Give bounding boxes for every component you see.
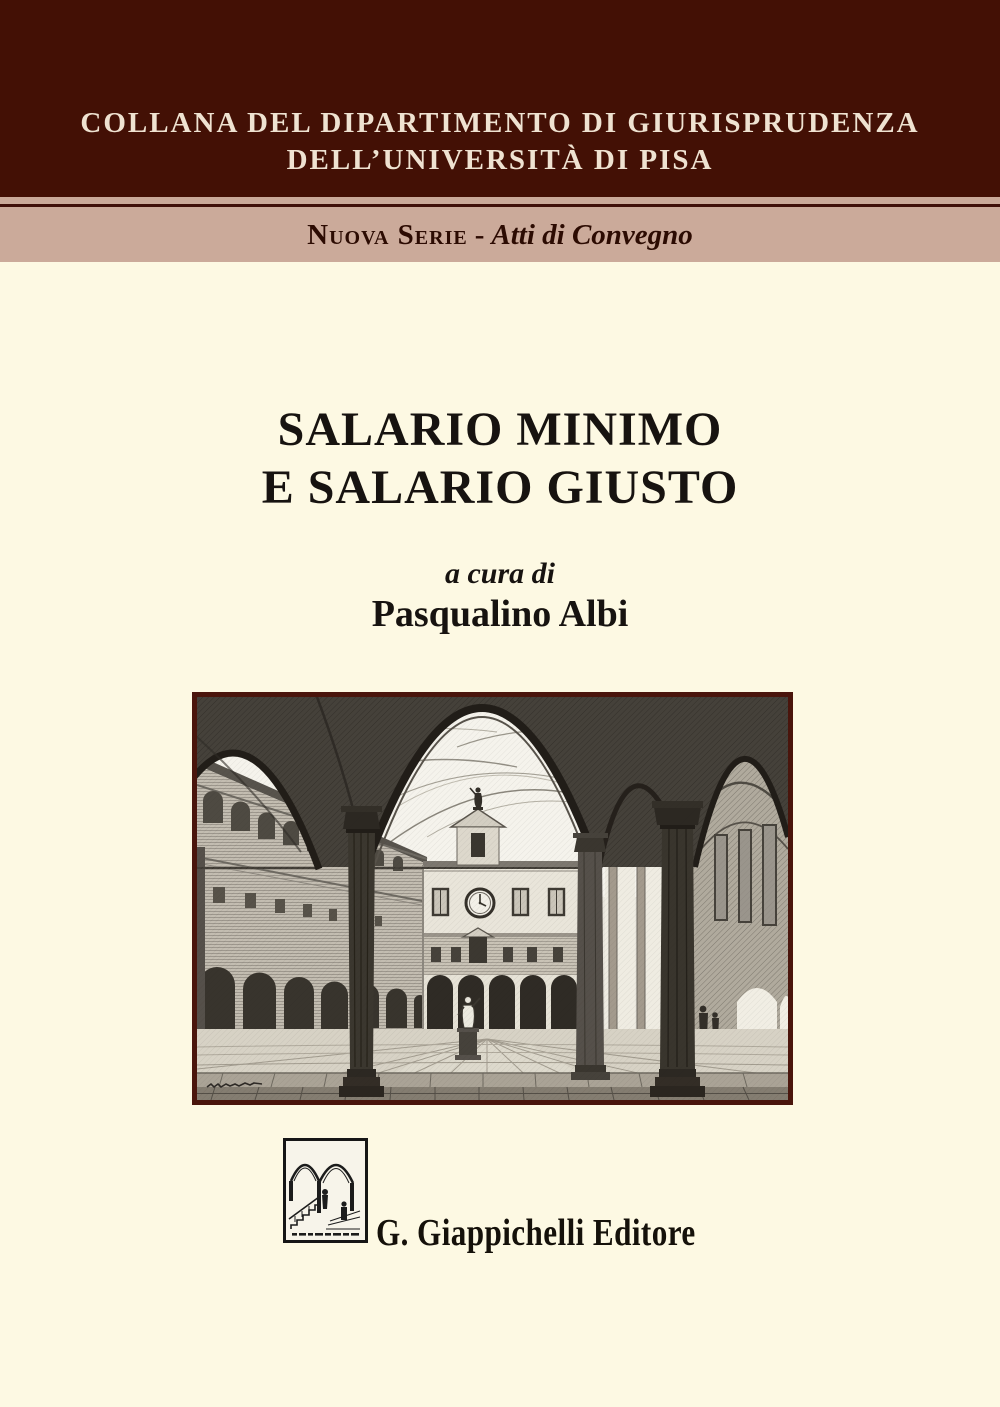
series-type-band: [0, 197, 1000, 262]
series-header-line1: COLLANA DEL DIPARTIMENTO DI GIURISPRUDENZA: [80, 107, 920, 139]
courtyard-engraving-illustration: [197, 697, 788, 1100]
book-title-line1: SALARIO MINIMO: [277, 403, 723, 456]
publisher-logo-engraving: [286, 1141, 365, 1240]
publisher-name: G. Giappichelli Editore: [376, 1212, 696, 1254]
editor-name: Pasqualino Albi: [371, 593, 629, 635]
curatorship-label: a cura di: [444, 557, 555, 590]
series-separator: -: [474, 219, 485, 251]
series-header-band: [0, 0, 1000, 197]
cover-illustration-frame: [192, 692, 793, 1105]
book-title-line2: E SALARIO GIUSTO: [261, 461, 739, 514]
series-type-text: [0, 218, 1000, 252]
series-type: Atti di Convegno: [491, 219, 693, 251]
publisher-logo: [283, 1138, 368, 1243]
series-band-rule: [0, 204, 1000, 207]
series-name: Nuova Serie: [307, 219, 468, 251]
series-header-line2: DELL’UNIVERSITÀ DI PISA: [286, 144, 714, 176]
logo-caption-marks: [292, 1233, 359, 1236]
